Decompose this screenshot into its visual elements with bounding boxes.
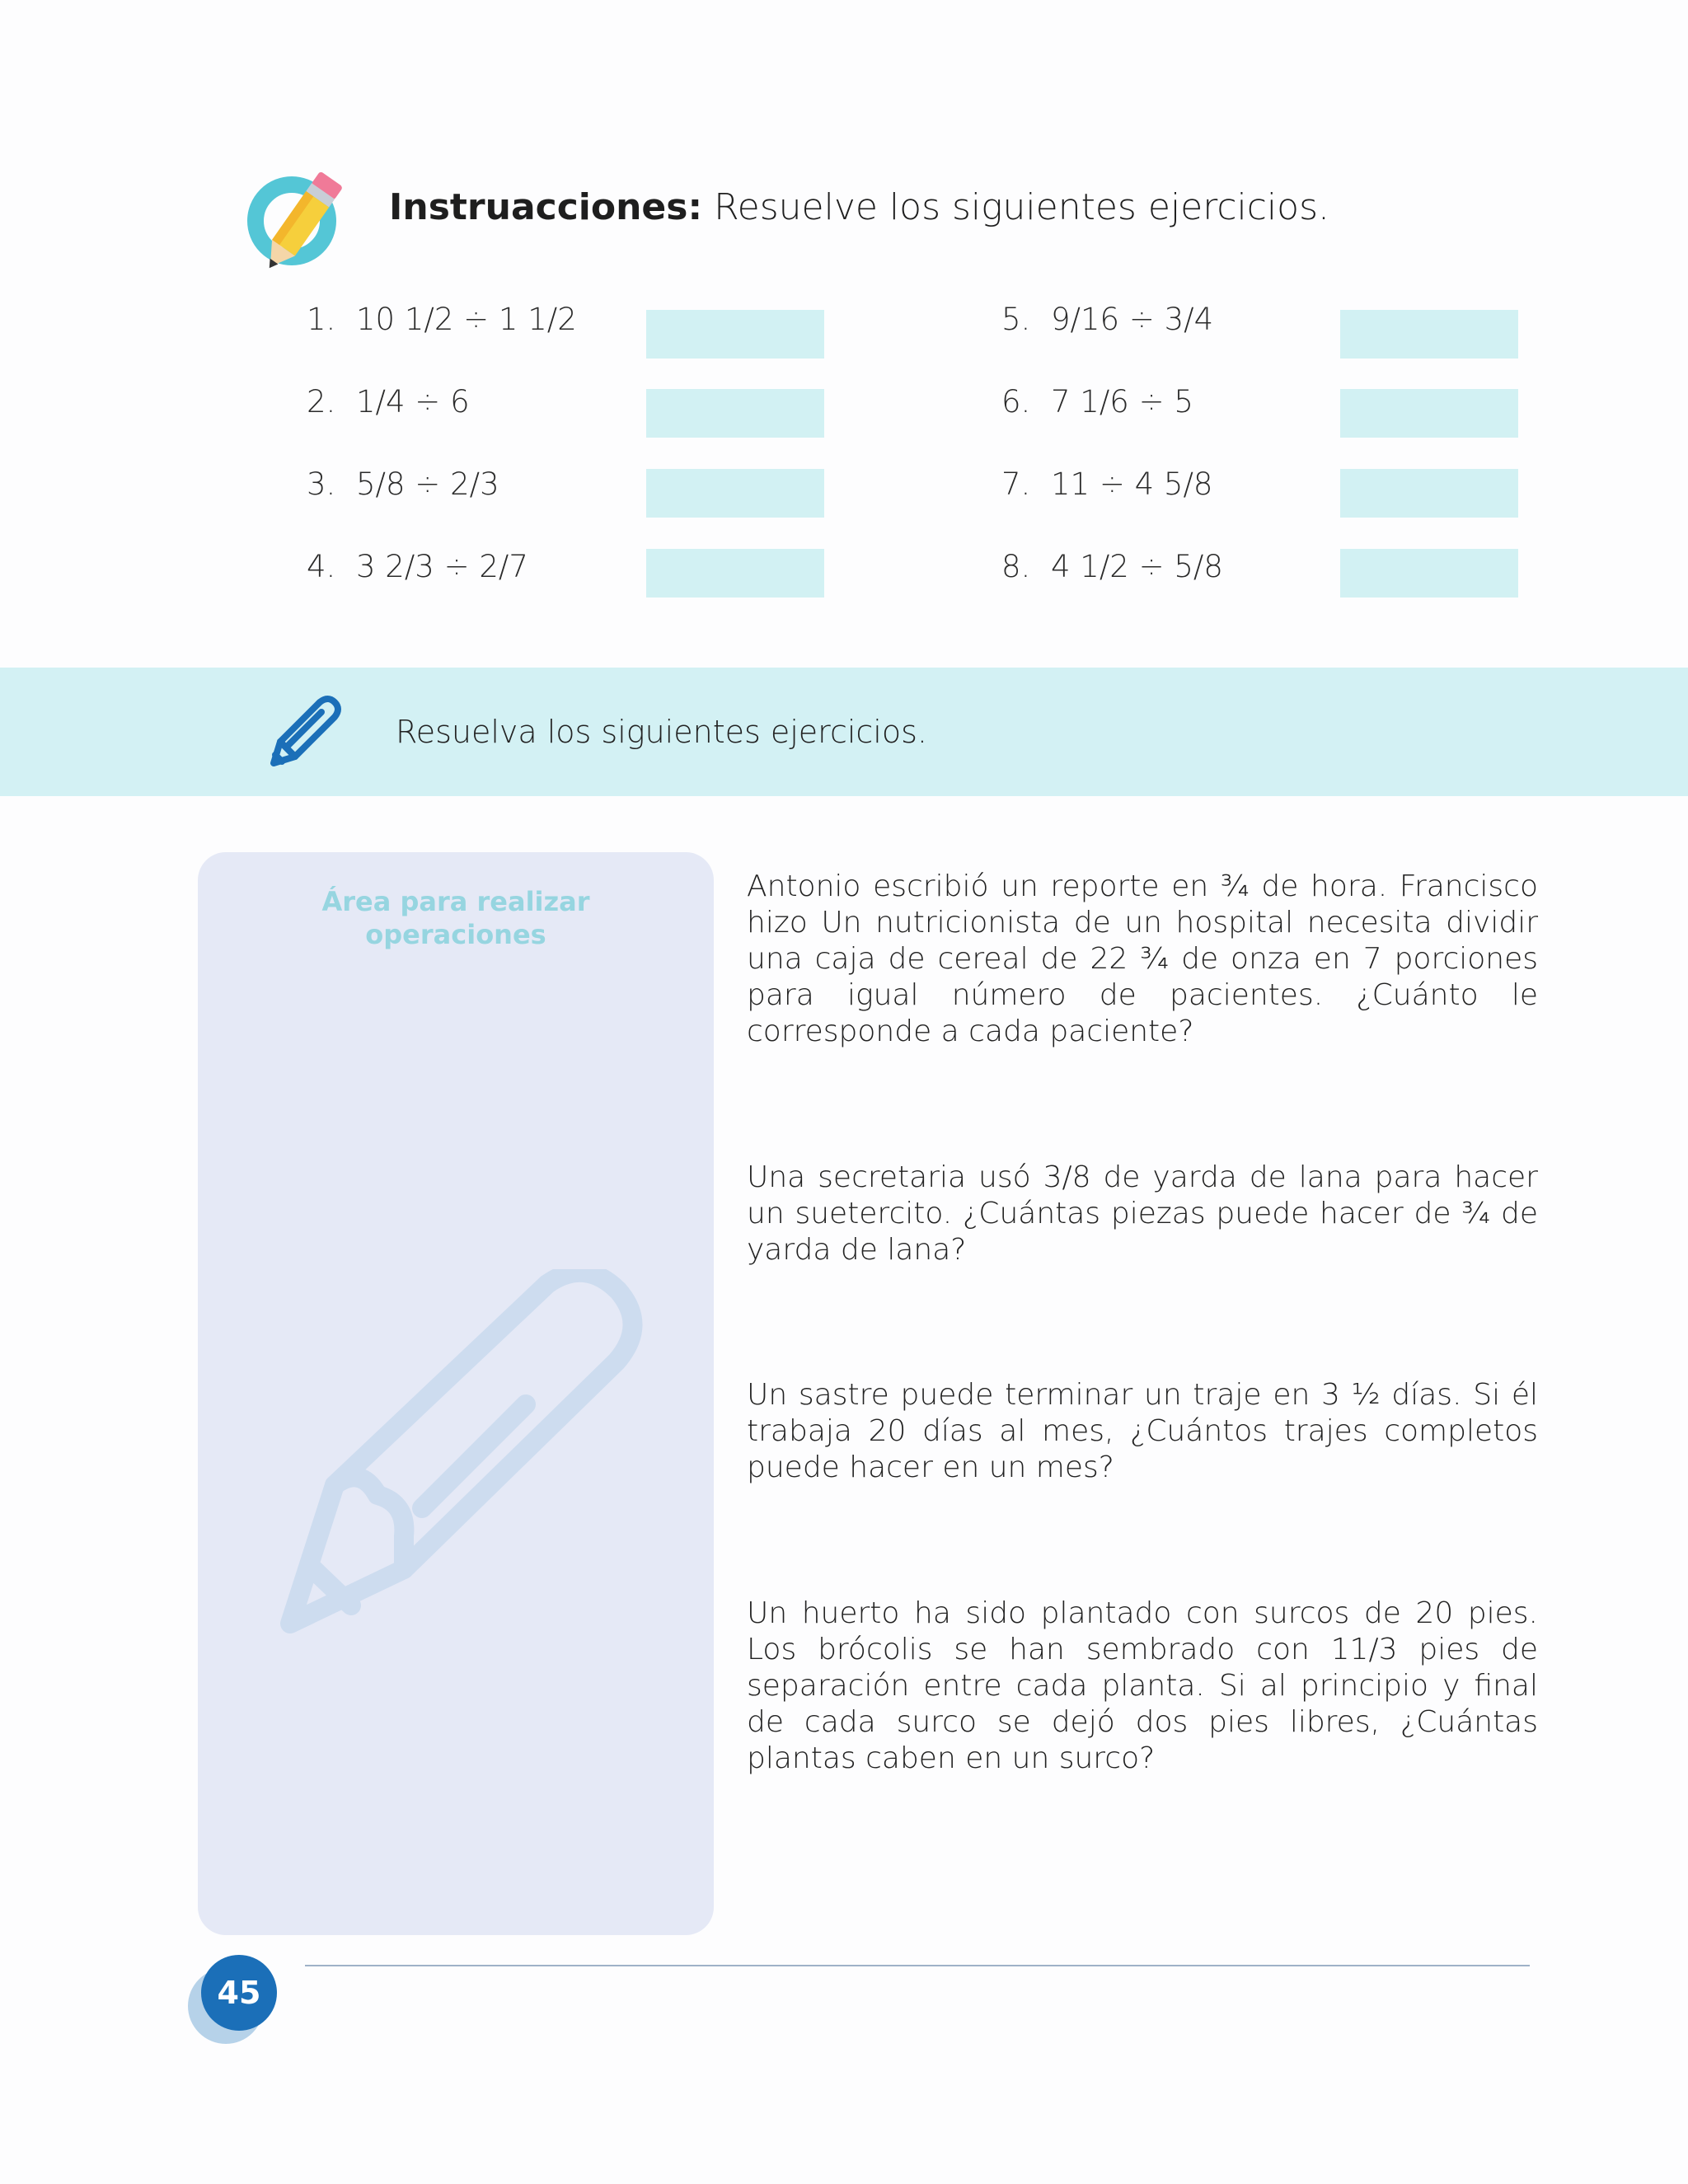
exercise-item xyxy=(307,302,577,337)
exercise-item xyxy=(1001,384,1193,419)
instructions-label: Instruacciones: xyxy=(389,186,703,228)
exercise-expression: 5/8 ÷ 2/3 xyxy=(356,466,499,502)
exercise-expression: 10 1/2 ÷ 1 1/2 xyxy=(356,302,577,337)
word-problem: Antonio escribió un reporte en ¾ de hora. Francisco hizo Un nutricionista de un hospital necesita dividir una caja de cereal de 22 ¾ de onza en 7 porciones para igual número de pacientes. ¿Cuánto le corresponde a cada paciente? xyxy=(747,869,1538,1048)
exercise-number: 3. xyxy=(307,466,336,502)
page-number: 45 xyxy=(201,1955,277,2031)
exercise-item xyxy=(1001,466,1212,502)
pencil-watermark-icon xyxy=(272,1269,651,1648)
work-area-title-line2: operaciones xyxy=(365,919,546,950)
exercise-number: 2. xyxy=(307,384,336,419)
pencil-icon xyxy=(244,162,359,285)
exercise-expression: 4 1/2 ÷ 5/8 xyxy=(1051,549,1223,584)
exercise-number: 4. xyxy=(307,549,336,584)
answer-box[interactable] xyxy=(646,310,824,359)
exercise-expression: 9/16 ÷ 3/4 xyxy=(1051,302,1214,337)
exercise-item xyxy=(307,549,528,584)
section-instruction: Resuelva los siguientes ejercicios. xyxy=(396,714,927,750)
instructions-heading xyxy=(389,186,1329,228)
exercise-item xyxy=(307,384,470,419)
answer-box[interactable] xyxy=(1340,310,1518,359)
exercise-number: 5. xyxy=(1001,302,1031,337)
footer-divider xyxy=(305,1965,1530,1966)
answer-box[interactable] xyxy=(646,469,824,518)
exercise-expression: 1/4 ÷ 6 xyxy=(356,384,470,419)
word-problem: Un huerto ha sido plantado con surcos de 20 pies. Los brócolis se han sembrado con 11/3 pies de separación entre cada planta. Si al principio y final de cada surco se dejó dos pies libres, ¿Cuántas plantas caben en un surco? xyxy=(747,1596,1538,1775)
pencil-outline-icon xyxy=(264,691,346,773)
word-problem: Un sastre puede terminar un traje en 3 ½ días. Si él trabaja 20 días al mes, ¿Cuántos trajes completos puede hacer en un mes? xyxy=(747,1378,1538,1484)
exercise-item xyxy=(307,466,499,502)
answer-box[interactable] xyxy=(1340,549,1518,598)
exercise-number: 6. xyxy=(1001,384,1031,419)
answer-box[interactable] xyxy=(646,389,824,438)
answer-box[interactable] xyxy=(1340,469,1518,518)
exercise-item xyxy=(1001,302,1213,337)
instructions-text: Resuelve los siguientes ejercicios. xyxy=(714,186,1329,228)
exercise-expression: 3 2/3 ÷ 2/7 xyxy=(356,549,528,584)
exercise-expression: 11 ÷ 4 5/8 xyxy=(1051,466,1213,502)
work-area-title xyxy=(198,885,714,951)
exercise-number: 8. xyxy=(1001,549,1031,584)
word-problem: Una secretaria usó 3/8 de yarda de lana para hacer un suetercito. ¿Cuántas piezas puede hacer de ¾ de yarda de lana? xyxy=(747,1160,1538,1267)
answer-box[interactable] xyxy=(646,549,824,598)
exercise-number: 7. xyxy=(1001,466,1031,502)
work-area-title-line1: Área para realizar xyxy=(321,886,590,917)
exercise-item xyxy=(1001,549,1223,584)
exercise-expression: 7 1/6 ÷ 5 xyxy=(1051,384,1193,419)
answer-box[interactable] xyxy=(1340,389,1518,438)
exercise-number: 1. xyxy=(307,302,336,337)
